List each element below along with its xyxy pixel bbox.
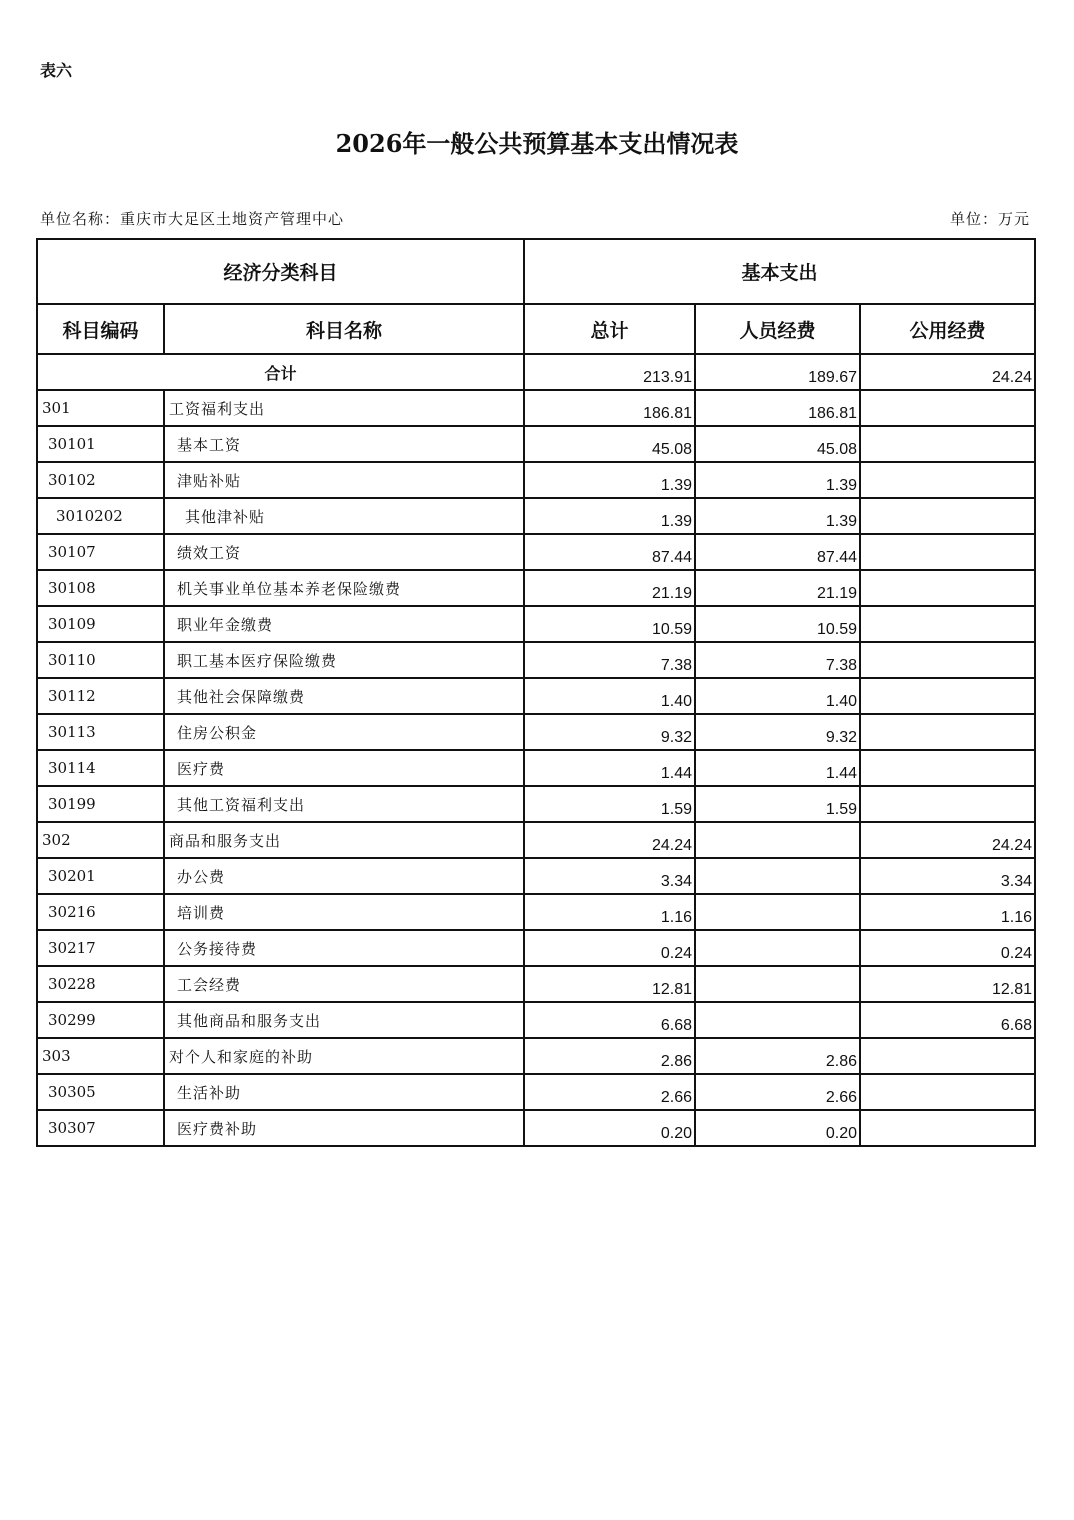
row-total: 1.59: [524, 786, 695, 822]
table-row: [37, 786, 1035, 822]
row-total: 2.86: [524, 1038, 695, 1074]
row-public: [860, 570, 1035, 606]
row-code: 30112: [37, 678, 164, 714]
row-total: 1.40: [524, 678, 695, 714]
row-name: 办公费: [164, 858, 524, 894]
row-total: 9.32: [524, 714, 695, 750]
row-name: 其他工资福利支出: [164, 786, 524, 822]
currency-unit: 单位：万元: [949, 210, 1030, 228]
table-row: [37, 606, 1035, 642]
row-name: 住房公积金: [164, 714, 524, 750]
table-row: [37, 570, 1035, 606]
row-name: 工会经费: [164, 966, 524, 1002]
row-public: [860, 642, 1035, 678]
row-name: 对个人和家庭的补助: [164, 1038, 524, 1074]
table-row: [37, 750, 1035, 786]
row-public: [860, 498, 1035, 534]
header-total: 总计: [524, 304, 695, 354]
row-code: 30114: [37, 750, 164, 786]
row-code: 30101: [37, 426, 164, 462]
row-name: 商品和服务支出: [164, 822, 524, 858]
row-name: 培训费: [164, 894, 524, 930]
table-row: [37, 822, 1035, 858]
row-total: 1.16: [524, 894, 695, 930]
row-public: [860, 1110, 1035, 1146]
row-code: 30228: [37, 966, 164, 1002]
row-personnel: 0.20: [695, 1110, 860, 1146]
row-total: 1.39: [524, 462, 695, 498]
row-code: 30107: [37, 534, 164, 570]
total-row: [37, 354, 1035, 390]
row-code: 30102: [37, 462, 164, 498]
row-code: 30305: [37, 1074, 164, 1110]
table-row: [37, 462, 1035, 498]
row-public: [860, 678, 1035, 714]
row-public: [860, 1038, 1035, 1074]
header-public: 公用经费: [860, 304, 1035, 354]
row-public: 0.24: [860, 930, 1035, 966]
row-personnel: 1.44: [695, 750, 860, 786]
table-row: [37, 534, 1035, 570]
table-row: [37, 678, 1035, 714]
row-code: 30307: [37, 1110, 164, 1146]
row-public: [860, 426, 1035, 462]
row-total: 2.66: [524, 1074, 695, 1110]
row-name: 其他商品和服务支出: [164, 1002, 524, 1038]
page-title: 2026年一般公共预算基本支出情况表: [335, 129, 739, 158]
row-public: [860, 606, 1035, 642]
row-name: 其他津补贴: [164, 498, 524, 534]
row-code: 30299: [37, 1002, 164, 1038]
row-code: 303: [37, 1038, 164, 1074]
row-personnel: [695, 966, 860, 1002]
row-name: 公务接待费: [164, 930, 524, 966]
table-row: [37, 714, 1035, 750]
row-total: 87.44: [524, 534, 695, 570]
row-personnel: 9.32: [695, 714, 860, 750]
row-public: [860, 750, 1035, 786]
row-name: 医疗费: [164, 750, 524, 786]
row-name: 生活补助: [164, 1074, 524, 1110]
row-total: 1.44: [524, 750, 695, 786]
row-code: 30216: [37, 894, 164, 930]
row-name: 职工基本医疗保险缴费: [164, 642, 524, 678]
table-row: [37, 390, 1035, 426]
total-public: 24.24: [860, 354, 1035, 390]
row-total: 10.59: [524, 606, 695, 642]
row-total: 0.20: [524, 1110, 695, 1146]
row-code: 30110: [37, 642, 164, 678]
row-public: [860, 534, 1035, 570]
row-total: 12.81: [524, 966, 695, 1002]
row-public: 6.68: [860, 1002, 1035, 1038]
table-row: [37, 426, 1035, 462]
row-code: 301: [37, 390, 164, 426]
row-total: 186.81: [524, 390, 695, 426]
table-row: [37, 1002, 1035, 1038]
row-name: 基本工资: [164, 426, 524, 462]
table-row: [37, 1074, 1035, 1110]
row-total: 21.19: [524, 570, 695, 606]
row-name: 职业年金缴费: [164, 606, 524, 642]
header-personnel: 人员经费: [695, 304, 860, 354]
row-total: 7.38: [524, 642, 695, 678]
header-basic-expenditure: 基本支出: [524, 239, 1035, 304]
unit-name: 单位名称：重庆市大足区土地资产管理中心: [40, 210, 345, 228]
row-total: 3.34: [524, 858, 695, 894]
table-row: [37, 1110, 1035, 1146]
header-name: 科目名称: [164, 304, 524, 354]
table-row: [37, 966, 1035, 1002]
budget-table: [36, 238, 1036, 1147]
table-row: [37, 930, 1035, 966]
row-personnel: 1.40: [695, 678, 860, 714]
row-personnel: 1.39: [695, 462, 860, 498]
row-name: 机关事业单位基本养老保险缴费: [164, 570, 524, 606]
row-total: 0.24: [524, 930, 695, 966]
table-row: [37, 1038, 1035, 1074]
row-name: 工资福利支出: [164, 390, 524, 426]
row-personnel: 2.66: [695, 1074, 860, 1110]
row-personnel: 1.59: [695, 786, 860, 822]
table-row: [37, 642, 1035, 678]
row-public: [860, 462, 1035, 498]
row-public: [860, 1074, 1035, 1110]
total-label: 合计: [37, 354, 524, 390]
total-personnel: 189.67: [695, 354, 860, 390]
row-public: 1.16: [860, 894, 1035, 930]
row-personnel: 2.86: [695, 1038, 860, 1074]
row-personnel: 10.59: [695, 606, 860, 642]
row-personnel: [695, 822, 860, 858]
row-personnel: [695, 894, 860, 930]
table-row: [37, 894, 1035, 930]
row-public: 3.34: [860, 858, 1035, 894]
row-code: 30201: [37, 858, 164, 894]
row-public: [860, 786, 1035, 822]
header-code: 科目编码: [37, 304, 164, 354]
row-personnel: 1.39: [695, 498, 860, 534]
row-code: 30217: [37, 930, 164, 966]
row-personnel: 21.19: [695, 570, 860, 606]
row-personnel: [695, 858, 860, 894]
row-personnel: [695, 930, 860, 966]
table-number-label: 表六: [40, 61, 73, 80]
row-total: 1.39: [524, 498, 695, 534]
total-total: 213.91: [524, 354, 695, 390]
row-name: 津贴补贴: [164, 462, 524, 498]
row-personnel: 7.38: [695, 642, 860, 678]
row-personnel: 87.44: [695, 534, 860, 570]
row-total: 24.24: [524, 822, 695, 858]
row-code: 30108: [37, 570, 164, 606]
row-personnel: 186.81: [695, 390, 860, 426]
row-code: 30113: [37, 714, 164, 750]
row-total: 45.08: [524, 426, 695, 462]
header-economic-classification: 经济分类科目: [37, 239, 524, 304]
row-personnel: [695, 1002, 860, 1038]
row-public: 24.24: [860, 822, 1035, 858]
row-code: 30199: [37, 786, 164, 822]
row-code: 3010202: [37, 498, 164, 534]
row-code: 30109: [37, 606, 164, 642]
row-code: 302: [37, 822, 164, 858]
row-public: 12.81: [860, 966, 1035, 1002]
row-name: 绩效工资: [164, 534, 524, 570]
row-public: [860, 714, 1035, 750]
table-row: [37, 858, 1035, 894]
row-personnel: 45.08: [695, 426, 860, 462]
row-total: 6.68: [524, 1002, 695, 1038]
row-name: 医疗费补助: [164, 1110, 524, 1146]
row-public: [860, 390, 1035, 426]
row-name: 其他社会保障缴费: [164, 678, 524, 714]
table-row: [37, 498, 1035, 534]
